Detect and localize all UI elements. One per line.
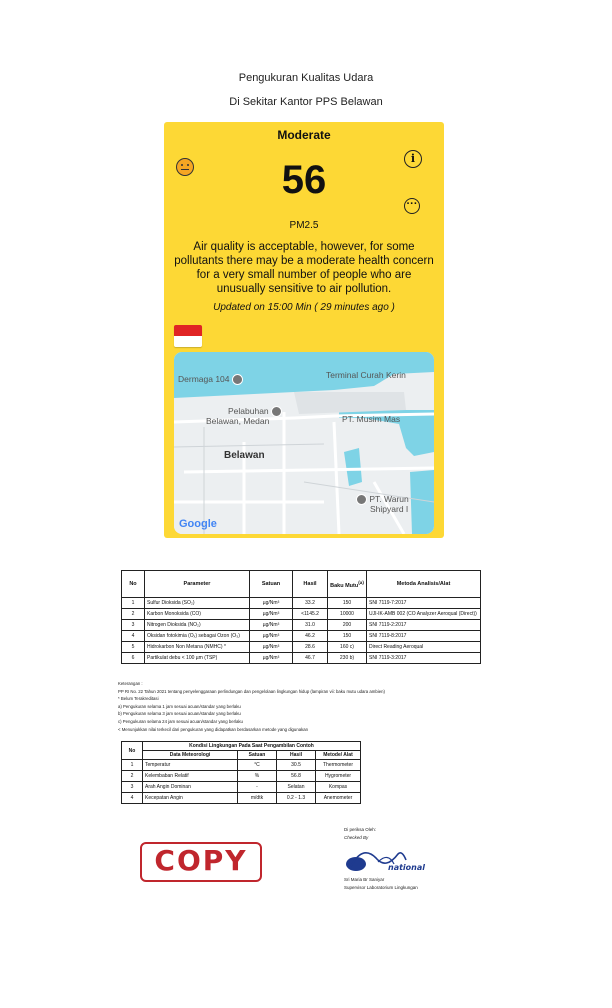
map-label-belawan: Belawan: [224, 450, 265, 461]
table-cell: Oksidan fotokimia (Oₓ) sebagai Ozon (O₃): [145, 631, 250, 642]
table-cell: m/dtk: [238, 793, 277, 804]
table-cell: Karbon Monoksida (CO): [145, 609, 250, 620]
stamp-text: COPY: [154, 844, 248, 877]
table-cell: 1: [122, 760, 143, 771]
info-icon[interactable]: i: [404, 150, 422, 168]
table-cell: 1: [122, 598, 145, 609]
copy-stamp: [140, 842, 262, 882]
logo-text: national: [388, 863, 425, 872]
table-cell: µg/Nm³: [250, 620, 293, 631]
table-row: [122, 631, 481, 642]
table-cell: 4: [122, 793, 143, 804]
notes-title: Keterangan :: [118, 681, 143, 686]
table-cell: 150: [328, 631, 367, 642]
table-row: [122, 793, 361, 804]
table-cell: 4: [122, 631, 145, 642]
table-cell: SNI 7119-3:2017: [367, 653, 481, 664]
footnote-mark: (a): [358, 579, 364, 585]
col-header: Parameter: [145, 571, 250, 598]
map-pin-icon: [271, 406, 282, 417]
table-cell: Kompas: [316, 782, 361, 793]
aqi-card: [164, 122, 444, 538]
signer-position: Supervisor Laboratorium Lingkungan: [344, 884, 418, 890]
table-cell: Hidrokarbon Non Metana (NMHC) *: [145, 642, 250, 653]
table-cell: 200: [328, 620, 367, 631]
table-row: [122, 609, 481, 620]
table-cell: 56.8: [277, 771, 316, 782]
table-cell: µg/Nm³: [250, 653, 293, 664]
table-title: Kondisi Lingkungan Pada Saat Pengambilan Contoh: [143, 742, 361, 751]
table-cell: Kecepatan Angin: [143, 793, 238, 804]
document-title: Pengukuran Kualitas Udara: [238, 72, 374, 84]
table-cell: 0.2 - 1.3: [277, 793, 316, 804]
col-header: No: [122, 742, 143, 760]
table-row: [122, 642, 481, 653]
table-cell: 31.0: [293, 620, 328, 631]
map-label-pt-warun: PT. Warun: [354, 494, 409, 505]
table-cell: <1145.2: [293, 609, 328, 620]
more-icon[interactable]: ···: [404, 198, 420, 214]
table-cell: µg/Nm³: [250, 609, 293, 620]
table-cell: UJI-IK-AMB 002 (CO Analyzer Aeroqual (Direct)): [367, 609, 481, 620]
map-label-shipyard: Shipyard I: [370, 504, 409, 514]
signature-logo: [342, 848, 452, 876]
col-header: Hasil: [277, 751, 316, 760]
table-cell: Anemometer: [316, 793, 361, 804]
table-row: [122, 620, 481, 631]
table-header-row: [122, 742, 361, 751]
col-header: Satuan: [250, 571, 293, 598]
table-row: [122, 771, 361, 782]
table-cell: 10000: [328, 609, 367, 620]
table-cell: SNI 7119-8:2017: [367, 631, 481, 642]
table-header-row: [122, 751, 361, 760]
table-row: [122, 598, 481, 609]
col-header: Satuan: [238, 751, 277, 760]
table-cell: µg/Nm³: [250, 598, 293, 609]
table-row: [122, 653, 481, 664]
table-row: [122, 782, 361, 793]
col-header: Metode/ Alat: [316, 751, 361, 760]
table-cell: 33.2: [293, 598, 328, 609]
table-cell: Selatan: [277, 782, 316, 793]
table-cell: 5: [122, 642, 145, 653]
table-cell: 46.2: [293, 631, 328, 642]
table-cell: 3: [122, 620, 145, 631]
table-cell: Temperatur: [143, 760, 238, 771]
meteorology-table: [121, 741, 361, 804]
note-line: PP RI No. 22 Tahun 2021 tentang penyelenggaraan perlindungan dan pengelolaan lingkungan hidup (lampiran vii: baku mutu udara ambien): [118, 688, 385, 694]
col-header: No: [122, 571, 145, 598]
map-label-musim-mas: PT. Musim Mas: [342, 414, 401, 424]
table-cell: 150: [328, 598, 367, 609]
table-cell: 30.5: [277, 760, 316, 771]
table-cell: Nitrogen Dioksida (NO₂): [145, 620, 250, 631]
table-cell: Thermometer: [316, 760, 361, 771]
checked-label-en: Checked By: [344, 834, 369, 840]
map-label-dermaga: Dermaga 104: [178, 374, 243, 385]
map-label-terminal: Terminal Curah Kerin: [326, 370, 406, 380]
table-cell: -: [238, 782, 277, 793]
map-pin-icon: [232, 374, 243, 385]
table-cell: °C: [238, 760, 277, 771]
google-logo: Google: [179, 518, 217, 530]
note-line: a) Pengukuran selama 1 jam sesuai acuan/standar yang berlaku: [118, 703, 241, 709]
table-cell: Arah Angin Dominan: [143, 782, 238, 793]
updated-time: Updated on 15:00 Min ( 29 minutes ago ): [213, 302, 395, 313]
checked-by-block: [344, 826, 376, 841]
table-cell: Direct Reading Aeroqual: [367, 642, 481, 653]
table-cell: µg/Nm³: [250, 631, 293, 642]
table-cell: %: [238, 771, 277, 782]
notes-section: [118, 680, 385, 733]
table-cell: Partikulat debu < 100 µm (TSP): [145, 653, 250, 664]
location-map[interactable]: [174, 352, 434, 534]
table-header-row: [122, 571, 481, 598]
col-header: Baku Mutu$^{(a)}$: [328, 571, 367, 598]
note-line: b) Pengukuran selama 3 jam sesuai acuan/standar yang berlaku: [118, 711, 241, 717]
pollutant-label: PM2.5: [289, 220, 319, 231]
table-cell: Kelembaban Relatif: [143, 771, 238, 782]
aqi-category: Moderate: [277, 128, 331, 142]
map-label-pelabuhan: Pelabuhan: [228, 406, 282, 417]
aqi-value: 56: [281, 158, 327, 202]
parameter-table: [121, 570, 481, 664]
col-header: Data Meteorologi: [143, 751, 238, 760]
table-cell: SNI 7119-2:2017: [367, 620, 481, 631]
checked-label: Di periksa Oleh:: [344, 827, 377, 832]
aqi-description: Air quality is acceptable, however, for some pollutants there may be a moderate health concern for a very small number of people who are unusually sensitive to air pollution.: [174, 241, 434, 295]
map-pin-icon: [356, 494, 367, 505]
note-line: < Menunjukkan nilai terkecil dari pengukuran yang didapatkan berdasarkan metode yang digunakan: [118, 726, 309, 732]
table-cell: Hygrometer: [316, 771, 361, 782]
table-cell: 2: [122, 771, 143, 782]
table-cell: 46.7: [293, 653, 328, 664]
table-cell: 2: [122, 609, 145, 620]
signer-block: [344, 876, 418, 891]
table-cell: 230 b): [328, 653, 367, 664]
col-header: Hasil: [293, 571, 328, 598]
table-cell: 28.6: [293, 642, 328, 653]
indonesia-flag-icon: [174, 325, 202, 347]
table-cell: µg/Nm³: [250, 642, 293, 653]
map-label-belawan-medan: Belawan, Medan: [206, 416, 270, 426]
signer-name: Sri Maria Br Saniyar: [344, 877, 385, 882]
note-line: * Belum Terakreditasi: [118, 696, 159, 702]
table-cell: 3: [122, 782, 143, 793]
table-row: [122, 760, 361, 771]
table-cell: SNI 7119-7:2017: [367, 598, 481, 609]
table-cell: Sulfur Dioksida (SO₂): [145, 598, 250, 609]
table-cell: 160 c): [328, 642, 367, 653]
col-header: Metoda Analisis/Alat: [367, 571, 481, 598]
document-subtitle: Di Sekitar Kantor PPS Belawan: [229, 96, 383, 108]
table-cell: 6: [122, 653, 145, 664]
note-line: c) Pengukuran selama 24 jam sesuai acuan/standar yang berlaku: [118, 718, 243, 724]
